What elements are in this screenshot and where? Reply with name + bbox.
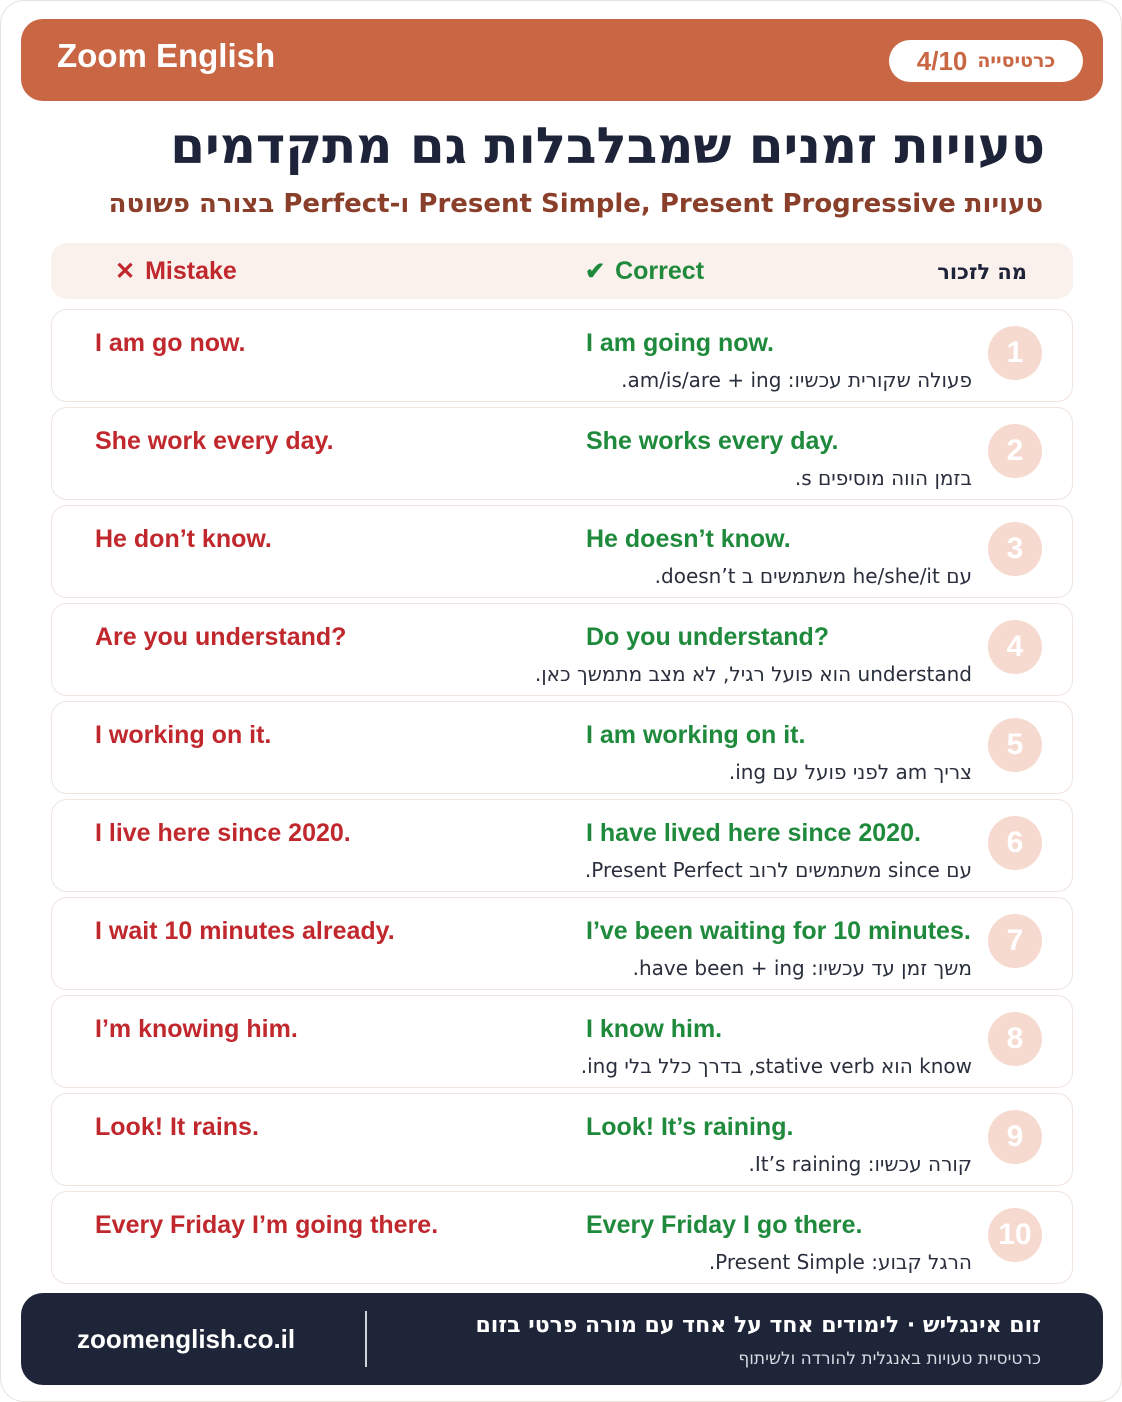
row-number-badge: 6: [988, 816, 1042, 870]
row-number-badge: 8: [988, 1012, 1042, 1066]
page-title: טעויות זמנים שמבלבלות גם מתקדמים: [170, 117, 1045, 175]
table-row: [51, 505, 1073, 598]
correct-text: She works every day.: [586, 427, 839, 455]
remember-note: משך זמן עד עכשיו: have been + ing.: [632, 956, 972, 980]
mistake-text: Are you understand?: [95, 623, 347, 651]
correct-text: He doesn’t know.: [586, 525, 791, 553]
header-bar: [21, 19, 1103, 101]
remember-note: know הוא stative verb, בדרך כלל בלי ing.: [580, 1054, 972, 1078]
column-header-bar: [51, 243, 1073, 299]
check-icon: ✔: [585, 258, 606, 285]
mistake-text: Look! It rains.: [95, 1113, 259, 1141]
remember-note: קורה עכשיו: It’s raining.: [748, 1152, 972, 1176]
row-number-badge: 1: [988, 326, 1042, 380]
correct-text: I’ve been waiting for 10 minutes.: [586, 917, 971, 945]
remember-note: פעולה שקורית עכשיו: am/is/are + ing.: [621, 368, 972, 392]
table-row: [51, 701, 1073, 794]
row-number-badge: 4: [988, 620, 1042, 674]
correct-text: Do you understand?: [586, 623, 830, 651]
table-row: [51, 799, 1073, 892]
table-row: [51, 897, 1073, 990]
row-number-badge: 5: [988, 718, 1042, 772]
footer-website-link[interactable]: zoomenglish.co.il: [77, 1324, 296, 1354]
mistake-text: She work every day.: [95, 427, 334, 455]
table-row: [51, 309, 1073, 402]
counter-value: 4/10: [916, 45, 968, 76]
remember-note: עם since משתמשים לרוב Present Perfect.: [584, 858, 972, 882]
footer-divider: [365, 1311, 367, 1367]
column-header-mistake: [115, 257, 237, 286]
mistake-text: I live here since 2020.: [95, 819, 351, 847]
mistake-text: He don’t know.: [95, 525, 272, 553]
mistake-text: I’m knowing him.: [95, 1015, 298, 1043]
column-header-correct-label: Correct: [615, 257, 705, 285]
mistake-text: I am go now.: [95, 329, 246, 357]
mistake-text: I wait 10 minutes already.: [95, 917, 395, 945]
remember-note: עם he/she/it משתמשים ב doesn’t.: [654, 564, 972, 588]
table-row: [51, 1093, 1073, 1186]
page-subtitle: טעויות Present Simple, Present Progressive ו-Perfect בצורה פשוטה: [108, 189, 1043, 219]
correct-text: I am working on it.: [586, 721, 806, 749]
footer-subtext: כרטיסיית טעויות באנגלית להורדה ולשיתוף: [738, 1349, 1041, 1369]
table-row: [51, 407, 1073, 500]
counter-label: כרטיסייה: [977, 50, 1056, 72]
column-header-remember: מה לזכור: [937, 260, 1027, 284]
footer-tagline: זום אינגליש · לימודים אחד על אחד עם מורה פרטי בזום: [475, 1313, 1041, 1338]
table-row: [51, 1191, 1073, 1284]
remember-note: הרגל קבוע: Present Simple.: [708, 1250, 972, 1274]
row-number-badge: 9: [988, 1110, 1042, 1164]
correct-text: I know him.: [586, 1015, 723, 1043]
correct-text: I have lived here since 2020.: [586, 819, 921, 847]
card-counter-badge: [889, 40, 1083, 82]
row-number-badge: 2: [988, 424, 1042, 478]
correct-text: I am going now.: [586, 329, 774, 357]
footer-bar: [21, 1293, 1103, 1385]
mistake-text: Every Friday I’m going there.: [95, 1211, 439, 1239]
x-icon: ✕: [115, 258, 136, 285]
row-number-badge: 3: [988, 522, 1042, 576]
table-row: [51, 603, 1073, 696]
mistake-list: [51, 309, 1073, 1289]
remember-note: understand הוא פועל רגיל, לא מצב מתמשך כאן.: [534, 662, 972, 686]
table-row: [51, 995, 1073, 1088]
column-header-mistake-label: Mistake: [145, 257, 237, 285]
remember-note: בזמן הווה מוסיפים s.: [794, 466, 972, 490]
remember-note: צריך am לפני פועל עם ing.: [728, 760, 972, 784]
correct-text: Every Friday I go there.: [586, 1211, 863, 1239]
row-number-badge: 7: [988, 914, 1042, 968]
brand-logo-text: Zoom English: [57, 37, 276, 74]
correct-text: Look! It’s raining.: [586, 1113, 794, 1141]
mistake-text: I working on it.: [95, 721, 272, 749]
row-number-badge: 10: [988, 1208, 1042, 1262]
column-header-correct: [585, 257, 704, 286]
